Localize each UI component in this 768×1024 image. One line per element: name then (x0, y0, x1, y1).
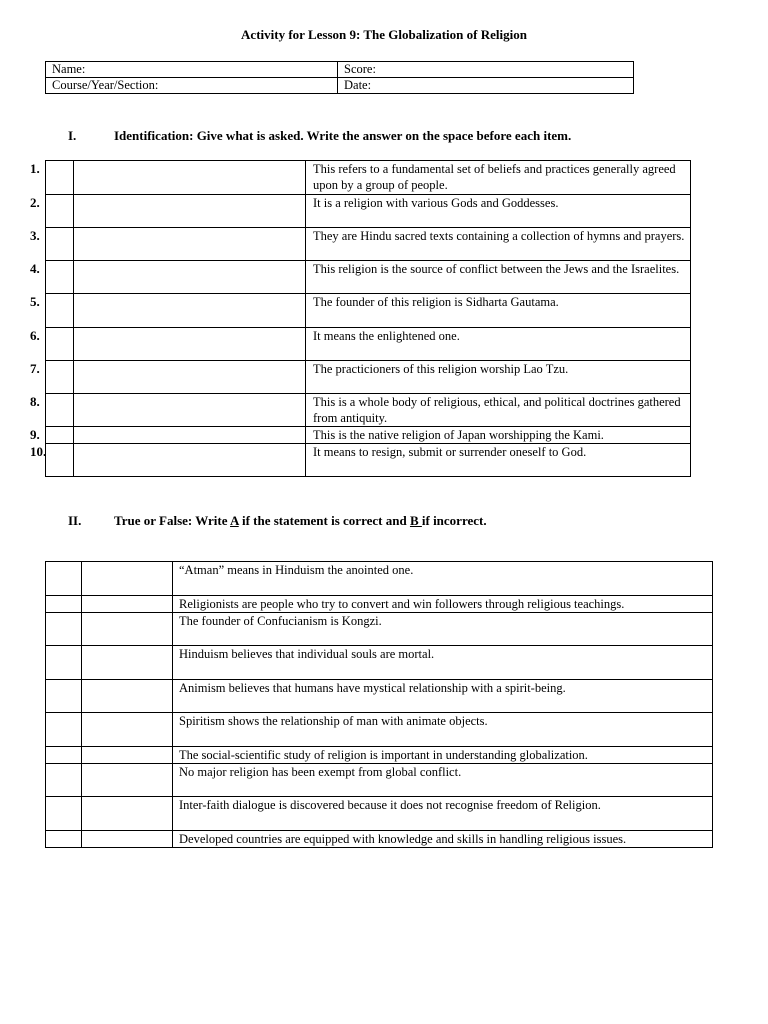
section-2-instruction: True or False: Write A if the statement is correct and B if incorrect. (114, 513, 487, 528)
answer-blank-small[interactable] (46, 427, 74, 444)
answer-blank[interactable] (82, 613, 173, 646)
question-text: The practicioners of this religion worship Lao Tzu. (306, 361, 691, 394)
answer-blank-small[interactable] (46, 195, 74, 228)
statement-text: Religionists are people who try to convert and win followers through religious teachings. (173, 596, 713, 613)
statement-text: Animism believes that humans have mystical relationship with a spirit-being. (173, 680, 713, 713)
answer-blank[interactable] (74, 195, 306, 228)
page-title: Activity for Lesson 9: The Globalization of Religion (241, 27, 527, 42)
item-number: 7. (30, 361, 40, 376)
answer-blank[interactable] (74, 427, 306, 444)
answer-blank[interactable] (74, 394, 306, 427)
statement-text: Hinduism believes that individual souls are mortal. (173, 646, 713, 680)
statement-text: The founder of Confucianism is Kongzi. (173, 613, 713, 646)
answer-blank[interactable] (82, 747, 173, 764)
true-false-row (46, 713, 713, 747)
answer-blank[interactable] (74, 444, 306, 477)
true-false-row (46, 596, 713, 613)
statement-text: Spiritism shows the relationship of man with animate objects. (173, 713, 713, 747)
identification-row (46, 361, 691, 394)
question-text: The founder of this religion is Sidharta Gautama. (306, 294, 691, 328)
answer-blank[interactable] (82, 680, 173, 713)
answer-blank[interactable] (74, 261, 306, 294)
question-text: This is the native religion of Japan worshipping the Kami. (306, 427, 691, 444)
question-text: This is a whole body of religious, ethical, and political doctrines gathered from antiquity. (306, 394, 691, 427)
question-text: They are Hindu sacred texts containing a collection of hymns and prayers. (306, 228, 691, 261)
statement-text: “Atman” means in Hinduism the anointed one. (173, 562, 713, 596)
identification-table (45, 160, 691, 477)
identification-row (46, 294, 691, 328)
statement-text: Developed countries are equipped with knowledge and skills in handling religious issues. (173, 831, 713, 848)
item-number: 6. (30, 328, 40, 343)
answer-blank-small[interactable] (46, 361, 74, 394)
number-blank[interactable] (46, 764, 82, 797)
answer-blank-small[interactable] (46, 261, 74, 294)
date-field[interactable]: Date: (338, 78, 634, 94)
number-blank[interactable] (46, 831, 82, 848)
course-field[interactable]: Course/Year/Section: (46, 78, 338, 94)
true-false-row (46, 764, 713, 797)
answer-blank-small[interactable] (46, 394, 74, 427)
answer-blank[interactable] (74, 328, 306, 361)
answer-blank[interactable] (82, 797, 173, 831)
item-number: 3. (30, 228, 40, 243)
true-false-row (46, 646, 713, 680)
number-blank[interactable] (46, 713, 82, 747)
number-blank[interactable] (46, 646, 82, 680)
number-blank[interactable] (46, 613, 82, 646)
section-2-number: II. (68, 513, 82, 528)
item-number: 1. (30, 161, 40, 176)
identification-row (46, 261, 691, 294)
question-text: It means to resign, submit or surrender oneself to God. (306, 444, 691, 477)
identification-row (46, 394, 691, 427)
item-number: 2. (30, 195, 40, 210)
answer-blank[interactable] (82, 713, 173, 747)
true-false-table (45, 561, 713, 848)
identification-row (46, 195, 691, 228)
name-field[interactable]: Name: (46, 62, 338, 78)
section-1-instruction: Identification: Give what is asked. Write the answer on the space before each item. (114, 128, 572, 143)
answer-blank-small[interactable] (46, 161, 74, 195)
answer-blank[interactable] (82, 596, 173, 613)
true-false-row (46, 797, 713, 831)
identification-row (46, 444, 691, 477)
item-number: 8. (30, 394, 40, 409)
question-text: This refers to a fundamental set of beliefs and practices generally agreed upon by a group of people. (306, 161, 691, 195)
identification-row (46, 228, 691, 261)
true-false-row (46, 613, 713, 646)
true-false-row (46, 747, 713, 764)
item-number: 4. (30, 261, 40, 276)
answer-blank[interactable] (74, 161, 306, 195)
item-number: 9. (30, 427, 40, 442)
answer-blank-small[interactable] (46, 444, 74, 477)
number-blank[interactable] (46, 747, 82, 764)
true-false-row (46, 562, 713, 596)
item-number: 5. (30, 294, 40, 309)
score-field[interactable]: Score: (338, 62, 634, 78)
number-blank[interactable] (46, 680, 82, 713)
statement-text: The social-scientific study of religion is important in understanding globalization. (173, 747, 713, 764)
statement-text: No major religion has been exempt from global conflict. (173, 764, 713, 797)
number-blank[interactable] (46, 596, 82, 613)
section-1-number: I. (68, 128, 77, 143)
number-blank[interactable] (46, 562, 82, 596)
number-blank[interactable] (46, 797, 82, 831)
statement-text: Inter-faith dialogue is discovered because it does not recognise freedom of Religion. (173, 797, 713, 831)
answer-blank[interactable] (74, 294, 306, 328)
identification-row (46, 161, 691, 195)
answer-blank[interactable] (82, 562, 173, 596)
answer-blank-small[interactable] (46, 328, 74, 361)
identification-row (46, 427, 691, 444)
student-info-table (45, 61, 634, 94)
item-number: 10. (30, 444, 47, 459)
answer-blank[interactable] (82, 646, 173, 680)
question-text: It is a religion with various Gods and Goddesses. (306, 195, 691, 228)
answer-blank[interactable] (74, 228, 306, 261)
true-false-row (46, 680, 713, 713)
question-text: It means the enlightened one. (306, 328, 691, 361)
answer-blank[interactable] (82, 831, 173, 848)
answer-blank[interactable] (74, 361, 306, 394)
answer-blank[interactable] (82, 764, 173, 797)
true-false-row (46, 831, 713, 848)
answer-blank-small[interactable] (46, 228, 74, 261)
answer-blank-small[interactable] (46, 294, 74, 328)
question-text: This religion is the source of conflict between the Jews and the Israelites. (306, 261, 691, 294)
identification-row (46, 328, 691, 361)
